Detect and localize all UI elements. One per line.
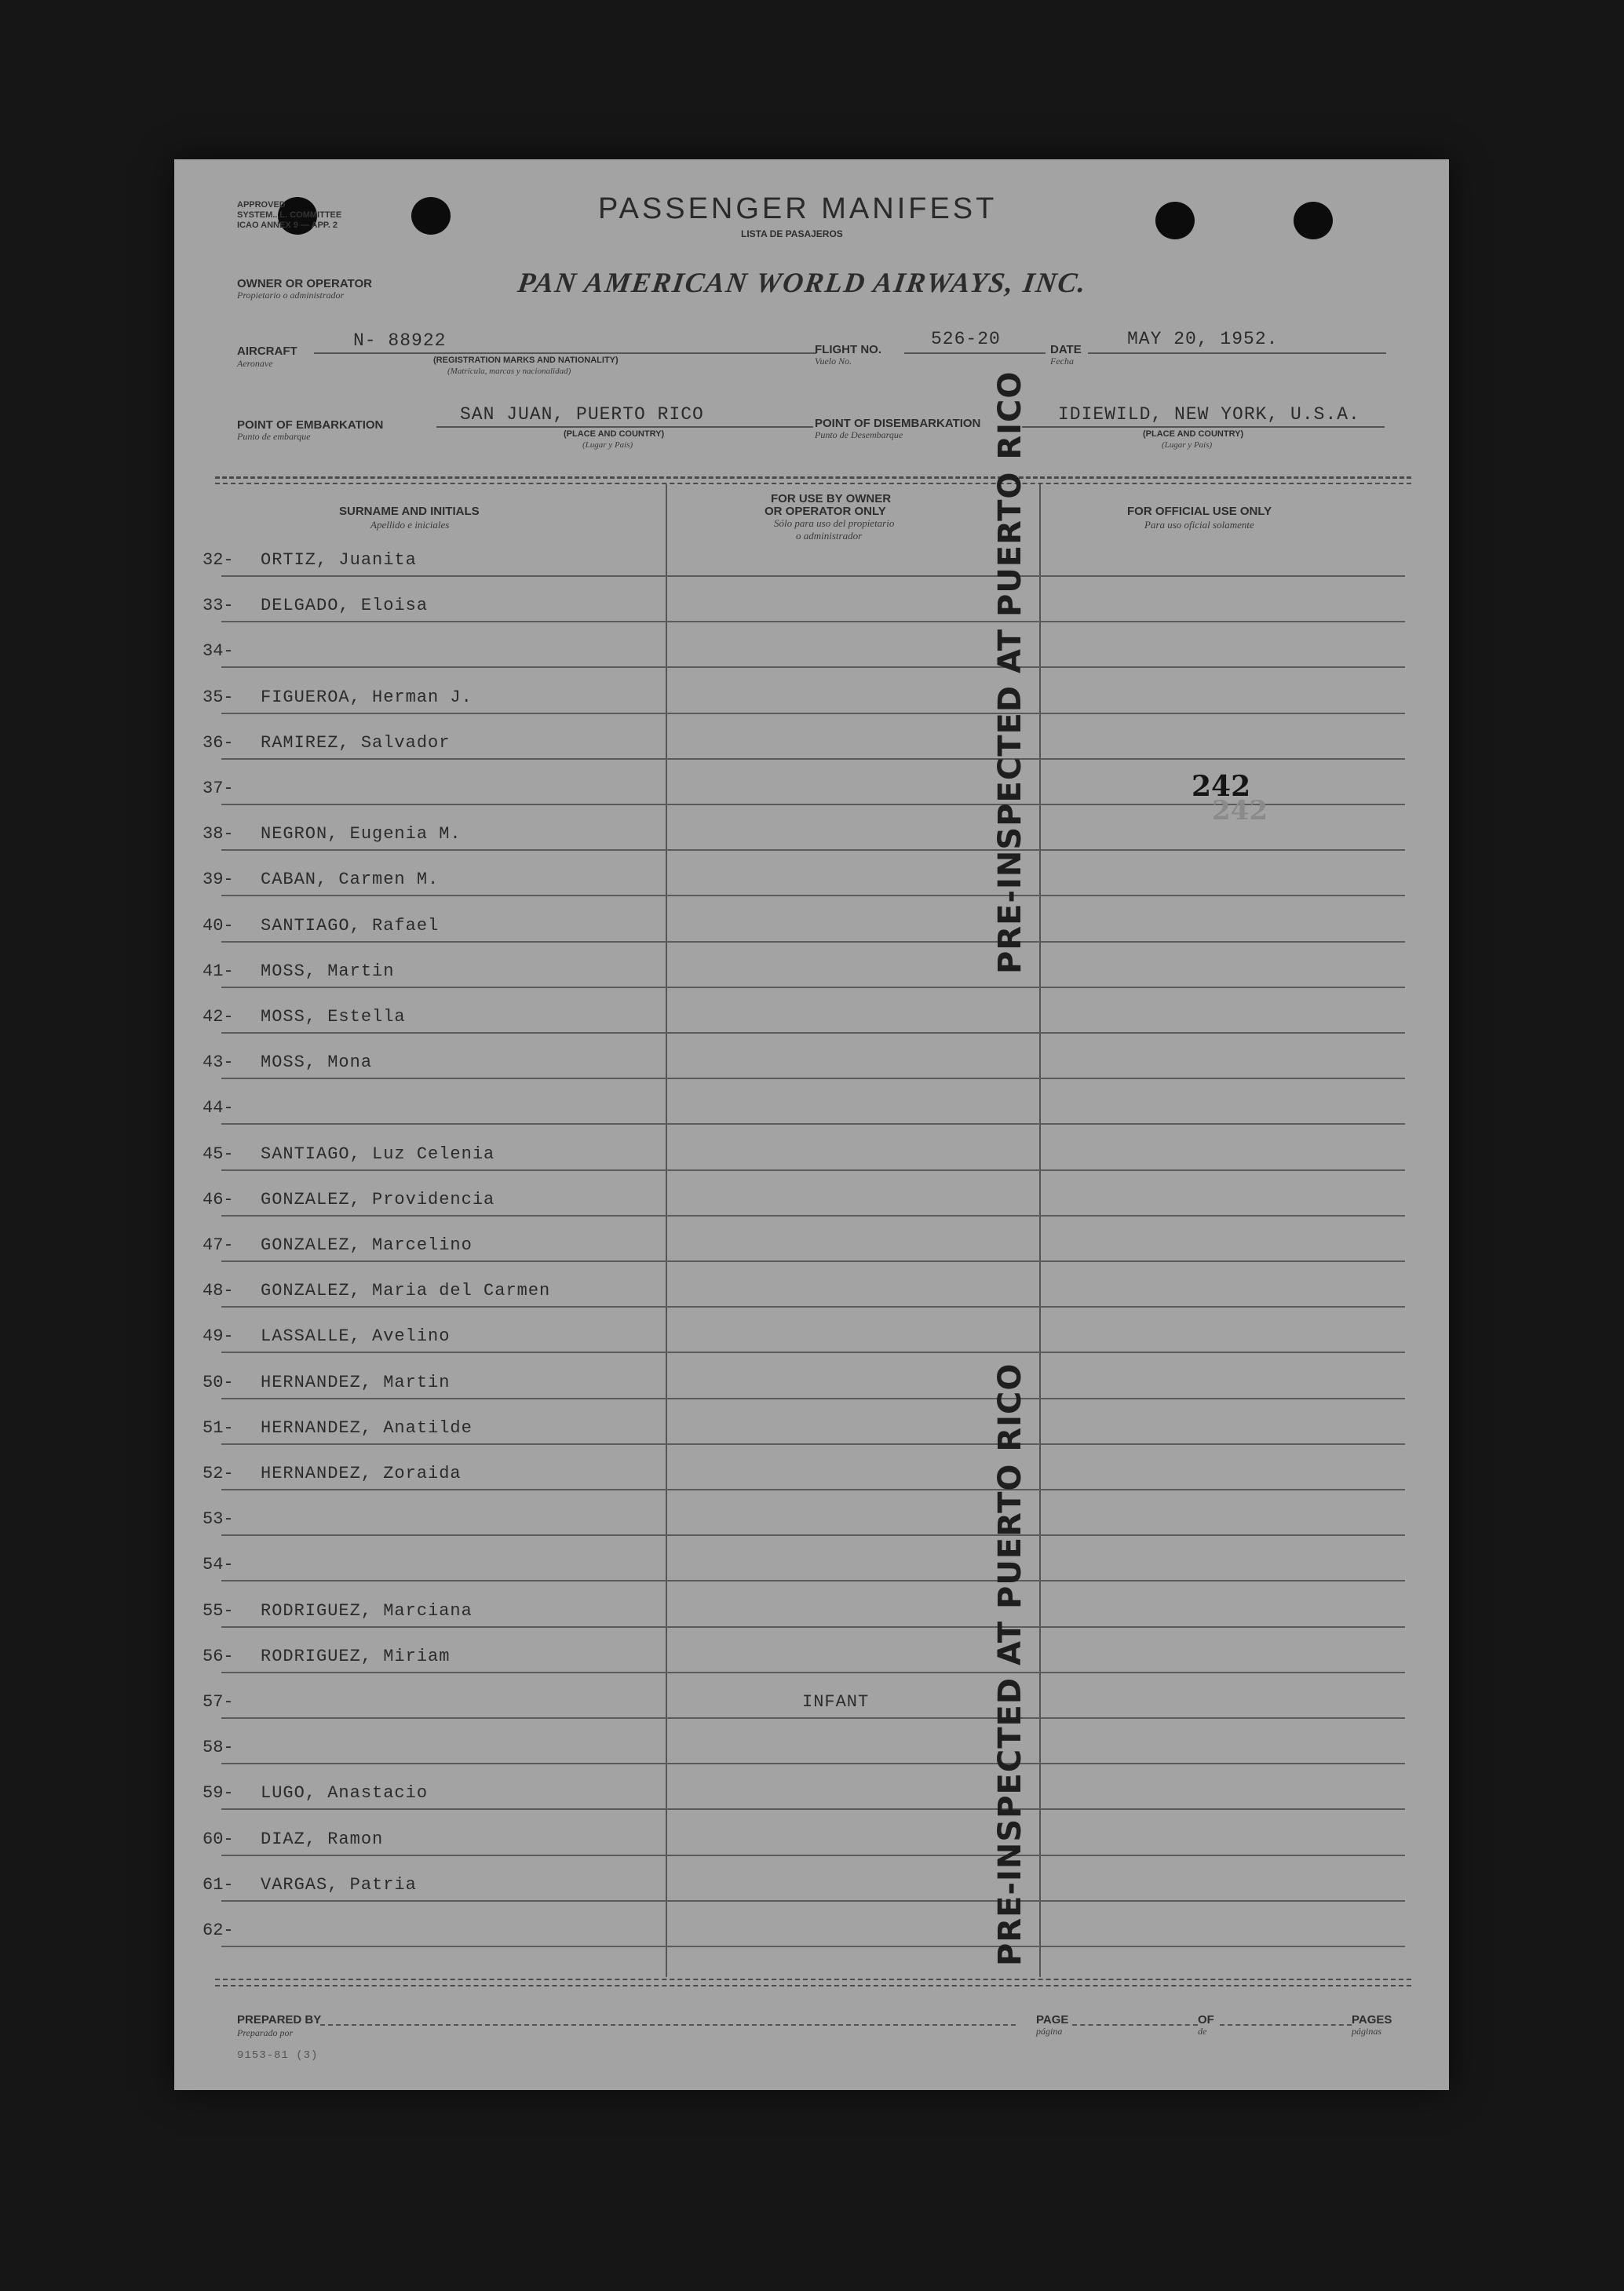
row-rule xyxy=(221,713,1405,714)
page-underline xyxy=(1072,2024,1198,2026)
passenger-name: DELGADO, Eloisa xyxy=(261,596,429,616)
row-rule xyxy=(221,1443,1405,1445)
pages-label-es: páginas xyxy=(1352,2026,1382,2037)
row-rule xyxy=(221,1352,1405,1353)
owner-label-es: Propietario o administrador xyxy=(237,290,345,301)
passenger-name: GONZALEZ, Providencia xyxy=(261,1189,495,1209)
row-rule xyxy=(221,1580,1405,1581)
embarkation-underline xyxy=(436,426,813,428)
row-rule xyxy=(221,758,1405,760)
row-number: 42- xyxy=(203,1007,234,1027)
approval-line: ICAO ANNEX 9 — APP. 2 xyxy=(237,221,338,230)
passenger-name: MOSS, Mona xyxy=(261,1052,373,1073)
row-number: 50- xyxy=(203,1372,234,1392)
row-rule xyxy=(221,621,1405,622)
row-number: 56- xyxy=(203,1646,234,1666)
embarkation-label: POINT OF EMBARKATION xyxy=(237,418,384,432)
passenger-name: HERNANDEZ, Anatilde xyxy=(261,1417,473,1438)
of-label: OF xyxy=(1198,2013,1214,2027)
approval-note xyxy=(237,200,341,231)
passenger-count-ghost: 242 xyxy=(1212,795,1268,826)
form-title-es: LISTA DE PASAJEROS xyxy=(741,228,843,239)
form-code: 9153-81 (3) xyxy=(237,2049,319,2062)
disembarkation-underline xyxy=(1022,426,1385,428)
registration-note-es: (Matrícula, marcas y nacionalidad) xyxy=(447,367,571,376)
passenger-name: MOSS, Estella xyxy=(261,1007,406,1027)
row-number: 44- xyxy=(203,1098,234,1118)
passenger-name: GONZALEZ, Maria del Carmen xyxy=(261,1281,551,1301)
punch-hole-icon xyxy=(411,197,451,235)
footer-rule xyxy=(215,1979,1411,1980)
passenger-name: ORTIZ, Juanita xyxy=(261,550,417,570)
flight-value: 526-20 xyxy=(931,329,1001,349)
row-number: 53- xyxy=(203,1509,234,1530)
header-rule xyxy=(215,476,1411,479)
row-number: 32- xyxy=(203,550,234,570)
row-number: 57- xyxy=(203,1692,234,1712)
column-head-owner-1: FOR USE BY OWNER xyxy=(771,492,892,505)
passenger-name: MOSS, Martin xyxy=(261,961,395,981)
row-number: 61- xyxy=(203,1874,234,1895)
row-number: 45- xyxy=(203,1144,234,1164)
row-number: 43- xyxy=(203,1052,234,1073)
prepared-underline xyxy=(320,2024,1016,2026)
passenger-count-mark: 242 xyxy=(1192,770,1251,803)
row-rule xyxy=(221,1626,1405,1628)
embarkation-value: SAN JUAN, PUERTO RICO xyxy=(460,404,704,425)
date-value: MAY 20, 1952. xyxy=(1127,329,1279,349)
flight-label-es: Vuelo No. xyxy=(815,356,852,367)
embarkation-place-note-es: (Lugar y País) xyxy=(582,440,633,450)
column-sub-official: Para uso oficial solamente xyxy=(1144,519,1254,531)
row-rule xyxy=(221,1123,1405,1125)
passenger-name: LASSALLE, Avelino xyxy=(261,1326,451,1347)
row-rule xyxy=(221,1260,1405,1262)
flight-label: FLIGHT NO. xyxy=(815,343,881,356)
disembarkation-place-note-es: (Lugar y País) xyxy=(1162,440,1213,450)
punch-hole-icon xyxy=(1155,202,1195,239)
row-number: 59- xyxy=(203,1783,234,1804)
column-head-official: FOR OFFICIAL USE ONLY xyxy=(1127,505,1272,518)
page-label: PAGE xyxy=(1036,2013,1069,2027)
disembarkation-value: IDIEWILD, NEW YORK, U.S.A. xyxy=(1058,404,1360,425)
approval-line: SYSTEM...L. COMMITTEE xyxy=(237,210,342,220)
row-rule xyxy=(221,941,1405,943)
row-rule xyxy=(221,1808,1405,1810)
row-rule xyxy=(221,1489,1405,1490)
row-rule xyxy=(221,1398,1405,1399)
row-number: 40- xyxy=(203,915,234,936)
row-rule xyxy=(221,1534,1405,1536)
row-number: 48- xyxy=(203,1281,234,1301)
of-underline xyxy=(1220,2024,1352,2026)
row-rule xyxy=(221,1855,1405,1856)
row-rule xyxy=(221,666,1405,668)
aircraft-label-es: Aeronave xyxy=(237,358,273,369)
passenger-name: HERNANDEZ, Zoraida xyxy=(261,1464,462,1483)
row-number: 36- xyxy=(203,732,234,753)
row-rule xyxy=(221,575,1405,577)
row-number: 55- xyxy=(203,1600,234,1621)
row-rule xyxy=(221,1900,1405,1902)
row-rule xyxy=(221,1032,1405,1034)
row-number: 52- xyxy=(203,1464,234,1483)
aircraft-label: AIRCRAFT xyxy=(237,345,297,358)
punch-hole-icon xyxy=(1294,202,1333,239)
of-label-es: de xyxy=(1198,2026,1207,2037)
row-number: 60- xyxy=(203,1829,234,1849)
row-number: 46- xyxy=(203,1189,234,1209)
row-rule xyxy=(221,1215,1405,1217)
disembarkation-label-es: Punto de Desembarque xyxy=(815,429,903,440)
passenger-name: NEGRON, Eugenia M. xyxy=(261,824,462,845)
embarkation-label-es: Punto de embarque xyxy=(237,431,311,442)
header-rule xyxy=(215,483,1411,484)
preinspection-stamp-lower: PRE-INSPECTED AT PUERTO RICO xyxy=(992,1363,1028,1966)
passenger-name: FIGUEROA, Herman J. xyxy=(261,687,473,707)
row-rule xyxy=(221,1169,1405,1171)
row-number: 47- xyxy=(203,1235,234,1255)
column-sub-surname: Apellido e iniciales xyxy=(370,519,450,531)
row-number: 35- xyxy=(203,687,234,707)
passenger-name: DIAZ, Ramon xyxy=(261,1829,384,1849)
prepared-label: PREPARED BY xyxy=(237,2013,322,2027)
column-divider xyxy=(666,484,667,1977)
column-head-owner-2: OR OPERATOR ONLY xyxy=(765,505,886,518)
row-number: 54- xyxy=(203,1555,234,1575)
row-rule xyxy=(221,895,1405,896)
passenger-name: SANTIAGO, Rafael xyxy=(261,915,440,936)
row-number: 49- xyxy=(203,1326,234,1347)
flight-underline xyxy=(904,352,1046,354)
row-number: 37- xyxy=(203,779,234,798)
row-number: 51- xyxy=(203,1417,234,1438)
aircraft-underline xyxy=(314,352,816,354)
manifest-sheet xyxy=(174,159,1449,2090)
passenger-name: HERNANDEZ, Martin xyxy=(261,1372,451,1392)
passenger-name: CABAN, Carmen M. xyxy=(261,870,440,890)
row-rule xyxy=(221,1306,1405,1308)
prepared-label-es: Preparado por xyxy=(237,2027,294,2038)
owner-label: OWNER OR OPERATOR xyxy=(237,277,372,290)
form-title: PASSENGER MANIFEST xyxy=(598,192,998,225)
column-head-surname: SURNAME AND INITIALS xyxy=(339,505,480,518)
row-rule xyxy=(221,1946,1405,1947)
page-label-es: página xyxy=(1036,2026,1063,2037)
pages-label: PAGES xyxy=(1352,2013,1392,2027)
column-sub-owner-1: Sólo para uso del propietario xyxy=(774,517,895,529)
row-rule xyxy=(221,849,1405,851)
row-number: 33- xyxy=(203,596,234,616)
owner-note: INFANT xyxy=(802,1692,870,1712)
row-number: 34- xyxy=(203,641,234,662)
passenger-name: SANTIAGO, Luz Celenia xyxy=(261,1144,495,1164)
row-rule xyxy=(221,1763,1405,1764)
column-sub-owner-2: o administrador xyxy=(796,530,863,542)
column-divider xyxy=(1039,484,1041,1977)
passenger-name: VARGAS, Patria xyxy=(261,1874,417,1895)
date-label: DATE xyxy=(1050,343,1082,356)
date-label-es: Fecha xyxy=(1050,356,1074,367)
approval-line: APPROVED xyxy=(237,200,286,210)
row-number: 62- xyxy=(203,1921,234,1940)
date-underline xyxy=(1088,352,1386,354)
passenger-name: GONZALEZ, Marcelino xyxy=(261,1235,473,1255)
passenger-name: LUGO, Anastacio xyxy=(261,1783,429,1804)
disembarkation-label: POINT OF DISEMBARKATION xyxy=(815,417,981,430)
row-rule xyxy=(221,1672,1405,1673)
footer-rule xyxy=(215,1985,1411,1986)
passenger-name: RODRIGUEZ, Marciana xyxy=(261,1600,473,1621)
row-number: 39- xyxy=(203,870,234,890)
operator-name: PAN AMERICAN WORLD AIRWAYS, INC. xyxy=(516,267,1089,298)
row-rule xyxy=(221,987,1405,988)
embarkation-place-note: (PLACE AND COUNTRY) xyxy=(564,429,665,439)
row-rule xyxy=(221,1078,1405,1079)
preinspection-stamp-upper: PRE-INSPECTED AT PUERTO RICO xyxy=(992,370,1028,974)
row-rule xyxy=(221,1717,1405,1719)
passenger-name: RAMIREZ, Salvador xyxy=(261,732,451,753)
row-number: 58- xyxy=(203,1738,234,1758)
passenger-name: RODRIGUEZ, Miriam xyxy=(261,1646,451,1666)
disembarkation-place-note: (PLACE AND COUNTRY) xyxy=(1143,429,1244,439)
aircraft-value: N- 88922 xyxy=(353,330,447,351)
row-number: 38- xyxy=(203,824,234,845)
registration-note: (REGISTRATION MARKS AND NATIONALITY) xyxy=(433,356,619,365)
row-number: 41- xyxy=(203,961,234,981)
